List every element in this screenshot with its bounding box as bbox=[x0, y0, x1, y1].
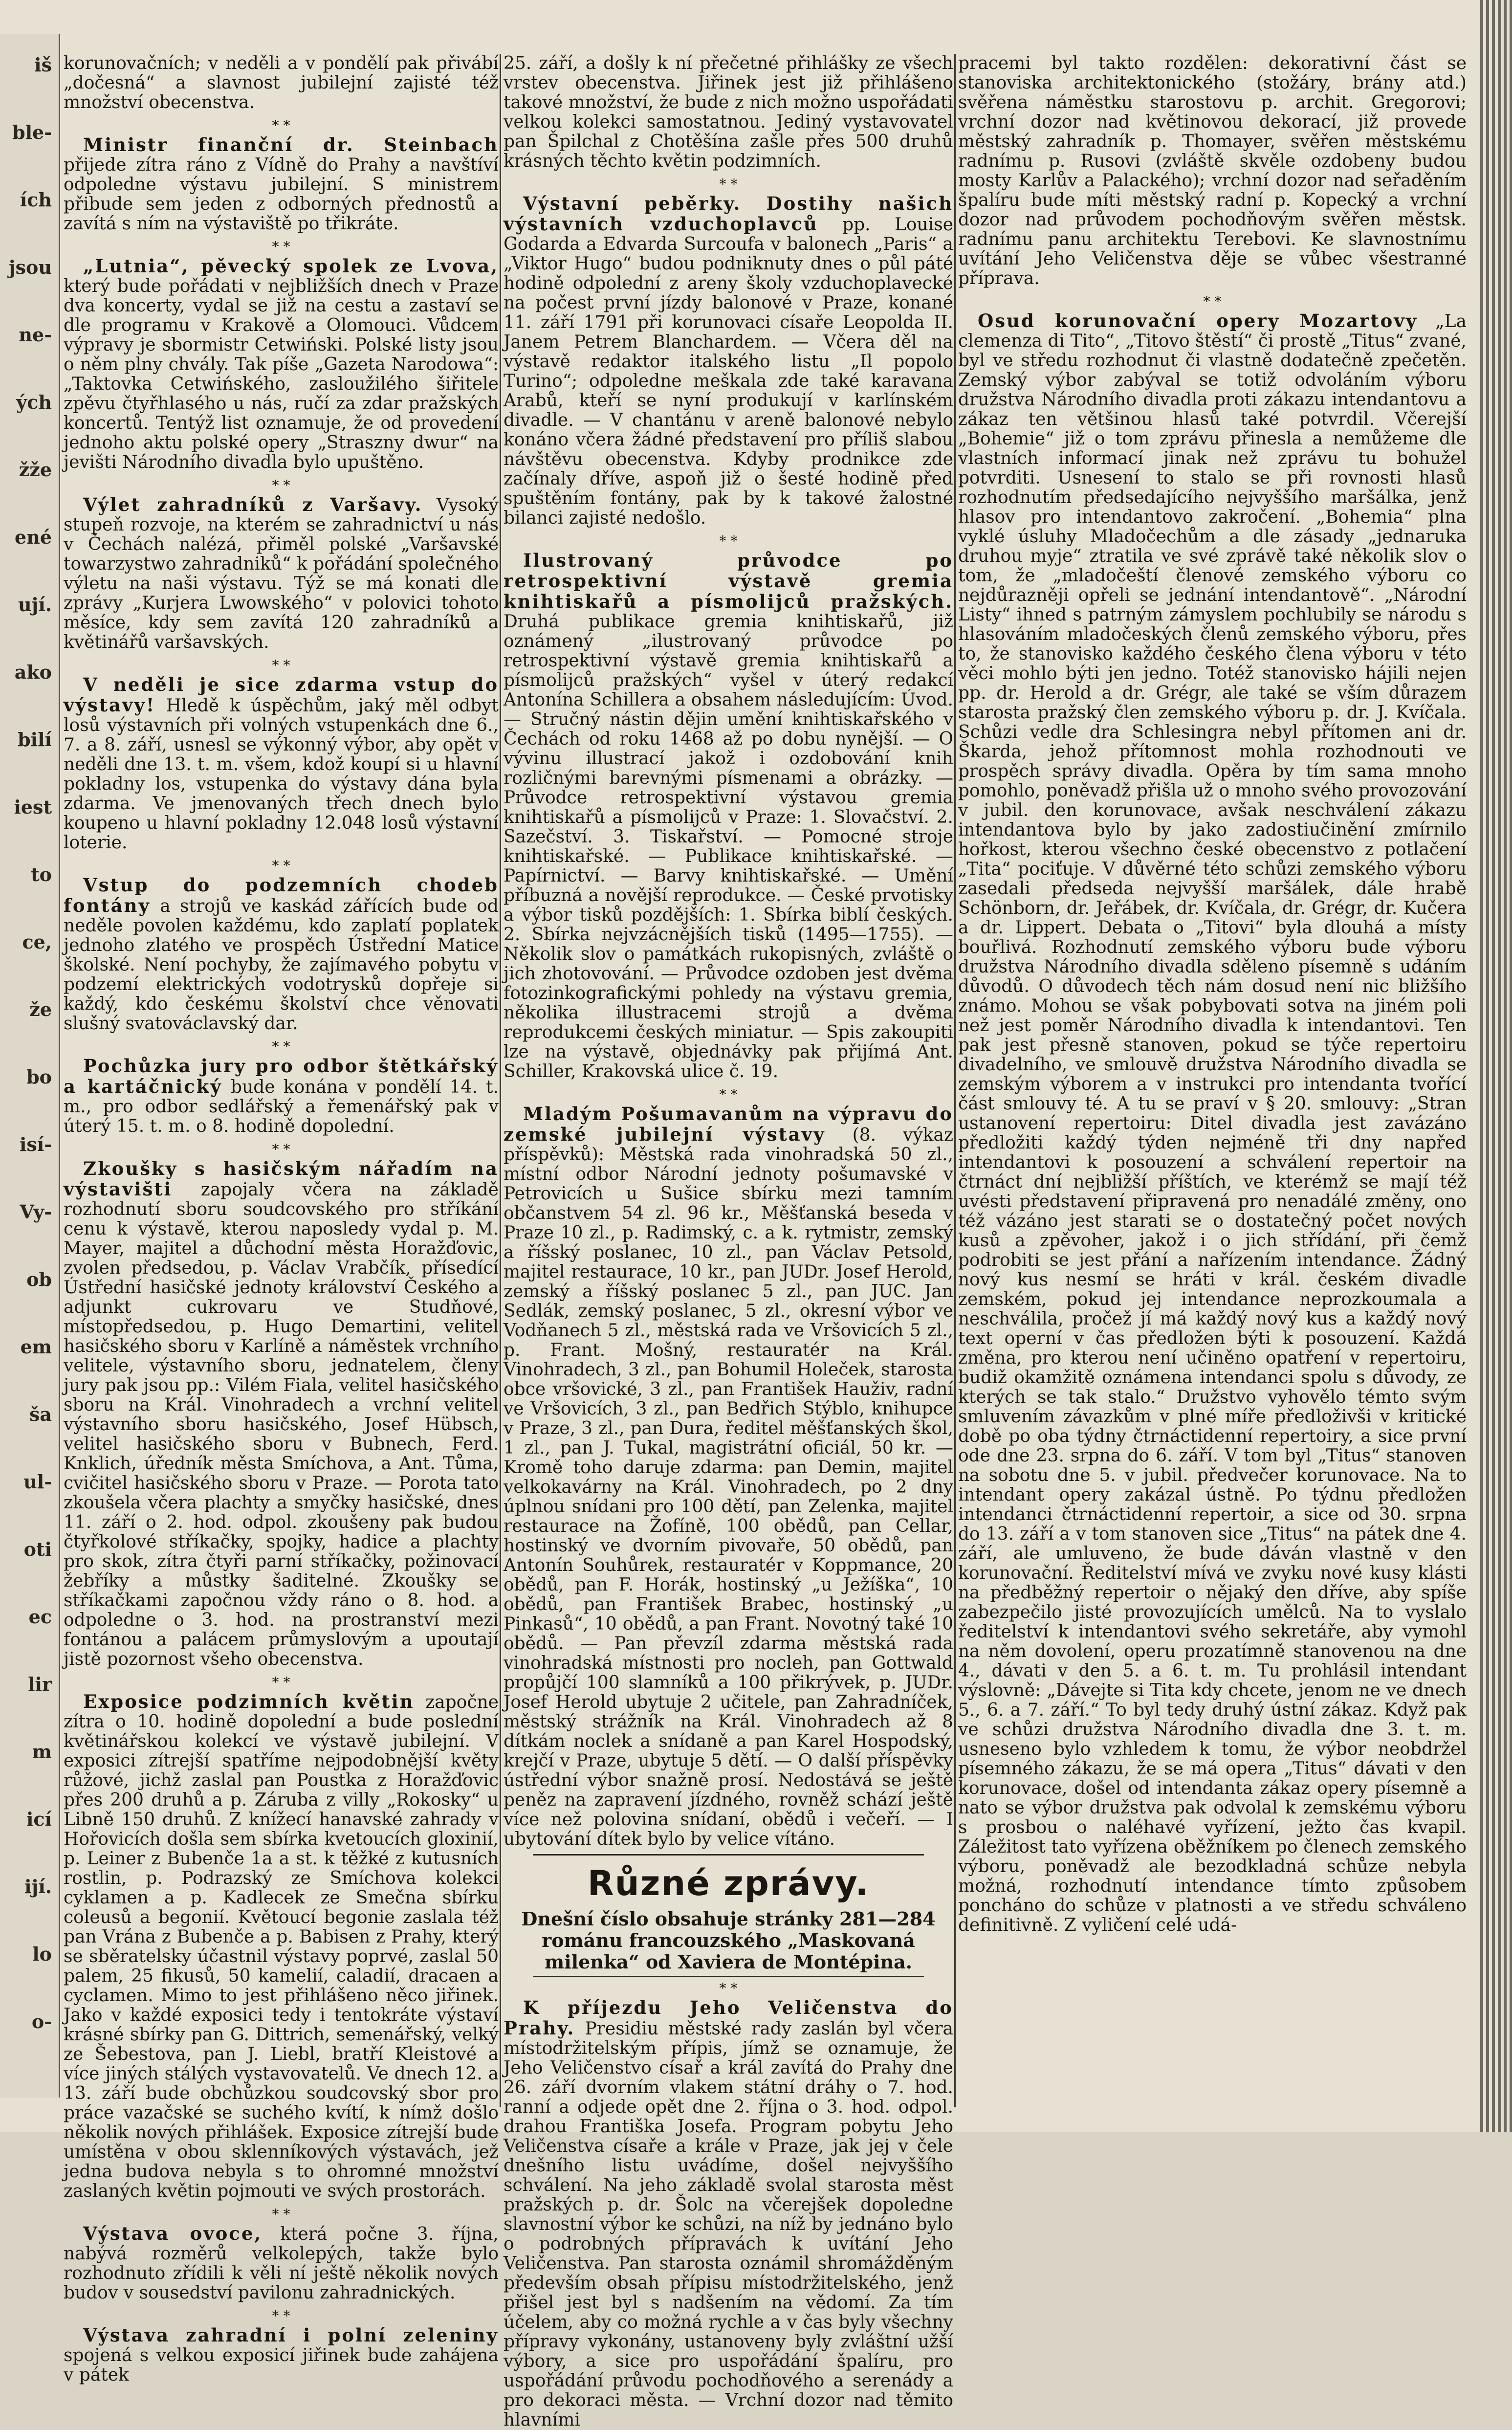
edge-fragment: oti bbox=[23, 1538, 52, 1560]
section-title: Různé zprávy. bbox=[587, 1863, 870, 1903]
edge-fragment: iest bbox=[14, 796, 52, 818]
article-separator: * * bbox=[272, 239, 290, 255]
edge-fragment: iš bbox=[34, 54, 52, 76]
article-body: započne zítra o 10. hodině dopolední a bude poslední květinářskou kolekcí ve výstavě jubilejní. V exposici zítrejší spatříme nejpodobnější květy růžové, jichž zaslal pan Poustka z Horažďovic přes 200 druhů a p. Záruba z villy „Rokosky“ u Libně 150 druhů. Z knížecí hanavské zahrady v Hořovicích došla sem sbírka kvetoucích gloxinií, p. Leiner z Bubenče 1a a st. k těžké z kutusních rostlin, p. Podrazský ze Smíchova kolekci cyklamen a p. Kadlecek ze Smečna sbírku coleusů a begonií. Květoucí begonie zaslala též pan Vrána z Bubenče a p. Babisen z Prahy, který se sběratelsky účastnil výstavy poprvé, zaslal 50 palem, 25 fikusů, 50 kamelií, caladií, dracaen a cyclamen. Mimo to jest přihlášeno něco jiřinek. Jako v každé exposici tedy i tentokráte výstaví krásné sbírky pan G. Dittrich, semenářský, velký ze Šebestova, pan J. Liebl, bratří Kleistové a více jiných stálých vystavovatelů. Ve dnech 12. a 13. září bude obchůzkou soudcovský sbor pro práce vazačské se suchého kvítí, k nímž došlo několik nových přihlášek. Exposice zítrejší bude umístěna v obou sklenníkových výstavách, jež jedna budova nebyla s to ohromné množství zaslaných květin pojmouti ve svých prostorách. bbox=[64, 1692, 499, 2201]
article-separator: * * bbox=[272, 477, 290, 493]
edge-fragment: m bbox=[32, 1741, 52, 1763]
news-article bbox=[958, 54, 1467, 288]
article-separator: * * bbox=[1203, 293, 1222, 309]
article-heading: Pochůzka jury pro odbor štětkářský a kartáčnický bbox=[64, 1055, 499, 1097]
news-article bbox=[504, 551, 953, 1082]
news-article bbox=[64, 1056, 499, 1136]
edge-fragment: o- bbox=[31, 2010, 52, 2032]
news-article bbox=[64, 2325, 499, 2385]
column-1 bbox=[64, 53, 499, 2385]
article-body: Druhá publikace gremia knihtiskařů, již oznámený „ilustrovaný průvodce po retrospektivní výstavě gremia knihtiskařů a písmolijců pražských“ vyšel v úterý redakcí Antonína Schillera a obsahem následujícím: Úvod. — Stručný nástin dějin umění knihtiskařského v Čechách od roku 1468 až po dobu nynější. — O vývinu illustrací jakož i ozdobování knih rozličnými barevnými písmenami a obrázky. — Průvodce retrospektivní výstavou gremia knihtiskařů a písmolijců v Praze: 1. Slovačství. 2. Sazečství. 3. Tiskařství. — Pomocné stroje knihtiskařské. — Publikace knihtiskařské. — Papírnictví. — Barvy knihtiskařské. — Umění příbuzná a novější reprodukce. — České prvotisky a výbor tisků pozdějších: 1. Sbírka biblí českých. 2. Sbírka nejvzácnějších tisků (1495—1755). — Několik slov o památkách rukopisných, zvláště o jich zhotovování. — Průvodce ozdoben jest dvěma fotozinkografickými pohledy na výstavu gremia, několika illustracemi strojů a dvěma reprodukcemi českých miniatur. — Spis zakoupiti lze na výstavě, objednávky pak přijímá Ant. Schiller, Krakovská ulice č. 19. bbox=[504, 612, 953, 1082]
article-heading: „Lutnia“, pěvecký spolek ze Lvova, bbox=[83, 255, 499, 277]
edge-fragment: to bbox=[31, 863, 52, 885]
edge-fragment: ích bbox=[20, 189, 52, 211]
article-heading: Výstava ovoce, bbox=[83, 2223, 263, 2244]
article-heading: Mladým Pošumavanům na výpravu do zemské jubilejní výstavy bbox=[504, 1103, 953, 1145]
column-3 bbox=[958, 54, 1467, 2107]
article-separator: * * bbox=[272, 2308, 290, 2324]
serial-notice: Dnešní číslo obsahuje stránky 281—284 románu francouzského „Maskovaná milenka“ od Xaviera de Montépina. bbox=[521, 1908, 936, 1973]
edge-fragment: ako bbox=[14, 661, 52, 683]
binding-edge bbox=[1480, 0, 1512, 2132]
edge-fragment: icí bbox=[26, 1808, 52, 1830]
edge-fragment: em bbox=[20, 1336, 52, 1358]
article-heading: Ministr finanční dr. Steinbach bbox=[83, 134, 499, 155]
article-heading: Výlet zahradníků z Varšavy. bbox=[83, 494, 423, 515]
news-article bbox=[64, 1159, 499, 1669]
edge-fragment: jsou bbox=[8, 256, 52, 278]
article-body: pp. Louise Godarda a Edvarda Surcoufa v balonech „Paris“ a „Viktor Hugo“ budou podniknuty dnes o půl páté hodině odpolední z areny školy vzduchoplavecké na počest první jízdy balonové v Praze, konané 11. září 1791 při korunovaci císaře Leopolda II. Janem Petrem Blanchardem. — Včera děl na výstavě redaktor italského listu „Il popolo Turino“; odpoledne meškala zde také karavana Arabů, kteří se nyní produkují v karlínském divadle. — V chantánu v areně balonové nebylo konáno včera žádné představení pro příliš slabou návštěvu obecenstva. Kdyby prodnikce zde začínaly dříve, aspoň již o šesté hodině před spuštěním fontány, pak by k takové žalostné bilanci zajisté nedošlo. bbox=[504, 215, 953, 528]
column-rule bbox=[500, 54, 501, 2107]
edge-fragment: ul- bbox=[23, 1471, 52, 1493]
news-article bbox=[64, 54, 499, 112]
news-article bbox=[504, 1998, 953, 2430]
news-article bbox=[64, 875, 499, 1034]
news-article bbox=[64, 2224, 499, 2303]
edge-fragment: ené bbox=[15, 526, 52, 548]
article-heading: Osud korunovační opery Mozartovy bbox=[978, 310, 1418, 331]
edge-fragment: ých bbox=[16, 391, 52, 413]
article-body: a strojů ve kaskád zářících bude od neděle povolen každému, kdo zaplatí poplatek jednoho zlatého ve prospěch Ústřední Matice školské. Není pochyby, že zajímavého pobytu v podzemí elektrických vodotrysků dopřeje si každý, kdo českému školství chce věnovati slušný svatováclavský dar. bbox=[64, 896, 499, 1034]
article-body: (8. výkaz příspěvků): Městská rada vinohradská 50 zl., místní odbor Národní jednoty pošumavské v Petrovicích u Sušice sbírku mezi tamním občanstvem 54 zl. 96 kr., Měšťanská beseda v Praze 10 zl., p. Radimský, c. a k. rytmistr, zemský a říšský poslanec, 10 zl., pan Václav Petsold, majitel restaurace, 10 kr., pan JUDr. Josef Herold, zemský a říšský poslanec 5 zl., pan JUC. Jan Sedlák, zemský poslanec, 5 zl., okresní výbor ve Vodňanech 5 zl., městská rada ve Vršovicích 5 zl., p. Frant. Mošný, restauratér na Král. Vinohradech, 3 zl., pan Bohumil Holeček, starosta obce vršovické, 3 zl., pan František Hauživ, radní ve Vršovicích, 3 zl., pan Bedřich Stýblo, knihupce v Praze, 3 zl., pan Dura, ředitel měšťanských škol, 1 zl., pan J. Tukal, magistrátní oficiál, 50 kr. — Kromě toho daruje zdarma: pan Demin, majitel velkokavárny na Král. Vinohradech, po 2 dny úplnou snídani pro 100 dětí, pan Zelenka, majitel restaurace na Žofíně, 100 obědů, pan Cellar, hostinský ve dvorním pivovaře, 50 obědů, pan Antonín Souhůrek, restauratér v Koppmance, 20 obědů, pan F. Horák, hostinský „u Ježíška“, 10 obědů, pan František Brabec, hostinský „u Pinkasů“, 10 obědů, a pan Frant. Novotný také 10 obědů. — Pan převzíl zdarma městská rada vinohradská místnosti pro nocleh, pan Gottwald propůjčí 100 slamníků a 100 přikrývek, p. JUDr. Josef Herold ubytuje 2 učitele, pan Zahradníček, městský strážník na Král. Vinohradech až 8 dítkám noclek a snídaně a pan Karel Hospodský, krejčí v Praze, ubytuje 5 dětí. — O další příspěvky ústřední výbor snažně prosí. Nedostává se ještě peněz na zapravení jízdného, rovněž schází ještě více než polovina snídaní, obědů i večeří. — I ubytování dítek bylo by velice vítáno. bbox=[504, 1125, 953, 1849]
edge-fragment: že bbox=[29, 998, 52, 1020]
article-body: spojená s velkou exposicí jiřinek bude zahájena v pátek bbox=[64, 2345, 499, 2385]
article-body: Vysoký stupeň rozvoje, na kterém se zahradnictví u nás v Čechách nalézá, přiměl polské „Varšavské towarzystwo zahradniků“ k pořádání společného výletu na naši výstavu. Týž se má konati dle zprávy „Kurjera Lwowského“ v polovici tohoto měsíce, kdy sem zavítá 120 zahradníků a květinářů varšavských. bbox=[64, 495, 499, 652]
article-heading: Exposice podzimních květin bbox=[83, 1691, 415, 1712]
article-separator: * * bbox=[719, 533, 738, 549]
article-separator: * * bbox=[272, 858, 290, 874]
article-heading: Výstavní peběrky. Dostihy našich výstavních vzduchoplavců bbox=[504, 193, 953, 235]
news-article bbox=[504, 194, 953, 528]
article-body: korunovačních; v neděli a v pondělí pak přivábí „dočesná“ a slavnost jubilejní zajisté též množství obecenstva. bbox=[64, 53, 499, 112]
edge-fragment: ob bbox=[26, 1268, 52, 1290]
article-body: který bude pořádati v nejbližších dnech v Praze dva koncerty, vydal se již na cestu a zastaví se dle programu v Krakově a Olomouci. Vůdcem výpravy je sbormistr Cetwiński. Polské listy jsou o něm plny chvály. Tak píše „Gazeta Narodowa“: „Taktovka Cetwińského, zasloužilého šiřitele zpěvu čtyřhlasého u nás, ručí za zdar pražských koncertů. Tentýž list oznamuje, že od provedení jednoho aktu polské opery „Straszny dwur“ na jevišti Národního divadla bylo upuštěno. bbox=[64, 276, 499, 472]
edge-fragment: žže bbox=[19, 459, 52, 481]
article-body: přijede zítra ráno z Vídně do Prahy a navštíví odpoledne výstavu jubilejní. S ministrem přibude sem jeden z odborných přednostů a zavítá s ním na výstaviště po třikráte. bbox=[64, 155, 499, 234]
edge-fragment: ce, bbox=[22, 931, 52, 953]
edge-fragment: Vy- bbox=[20, 1201, 52, 1223]
article-body: Hledě k úspěchům, jaký měl odbyt losů výstavních při volných vstupenkách dne 6., 7. a 8. září, usnesl se výkonný výbor, aby opět v neděli dne 13. t. m. všem, kdož koupí si u hlavní pokladny los, vstupenka do výstavy dána byla zdarma. Ve jmenovaných třech dnech bylo koupeno u hlavní pokladny 12.048 losů výstavní loterie. bbox=[64, 696, 499, 853]
edge-fragment: lir bbox=[28, 1673, 52, 1695]
article-body: Presidiu městské rady zaslán byl včera místodržitelským přípis, jímž se oznamuje, že Jeho Veličenstvo císař a král zavítá do Prahy dne 26. září dvorním vlakem státní dráhy o 7. hod. ranní a odjede opět dne 2. října o 3. hod. odpol. drahou Františka Josefa. Program pobytu Jeho Veličenstva císaře a krále v Praze, jak jej v čele dnešního listu uvádíme, došel nejvyššího schválení. Na jeho základě svolal starosta měst pražských p. dr. Šolc na včerejšek dopoledne slavnostní výbor ke schůzi, na níž by jednáno bylo o podrobných přípravách k uvítání Jeho Veličenstva. Pan starosta oznámil shromážděným především obsah přípisu místodržitelského, jenž přišel jest byl s nadšením na vědomí. Za tím účelem, aby co možná rychle a v čas byly všechny přípravy vykonány, ustanoveny byly zvláštní užší výbory, a sice pro uspořádání špalíru, pro uspořádání průvodu pochodňového a serenády a pro dekoraci města. — Vrchní dozor nad těmito hlavními bbox=[504, 2019, 953, 2430]
article-heading: Vstup do podzemních chodeb fontány bbox=[64, 874, 499, 916]
article-body: „La clemenza di Tito“, „Titovo štěstí“ či prostě „Titus“ zvané, byl ve středu rozhodnut či vlastně dodatečně zpečetěn. Zemský výbor zabýval se totiž odvoláním výboru družstva Národního divadla proti zákazu intendantovu a zákaz ten většinou hlasů také potvrdil. Včerejší „Bohemie“ již o tom zprávu přinesla a nemůžeme dle vlastních informací jinak než zprávu tu bohužel potvrditi. Usnesení to stalo se při rovnosti hlasů rozhodnutím předsedajícího nejvyššího maršálka, jenž hlasov pro intendantovo zakročení. „Bohemia“ plna vyklé úsluhy Mladočechům a dle zásady „jednaruka druhou myje“ ztratila ve své zprávě také několik slov o tom, že „mladočeští členové zemského výboru co nejdůrazněji opřeli se jednání intendantově“. „Národní Listy“ ihned s patrným zámyslem pochlubily se národu s hlasováním mladočeských členů zemského výboru, přes to, že stanovisko každého českého člena výboru v této věci mohlo býti jen jedno. Totéž stanovisko hájili nejen pp. dr. Herold a dr. Grégr, ale také se vším důrazem starosta pražský člen zemského výboru p. dr. J. Kvíčala. Schůzi vedle dra Schlesingra nebyl přítomen ani dr. Škarda, jehož přítomnost mohla rozhodnouti ve prospěch správy divadla. Opěra by tím sama mnoho pomohlo, poněvadž přišla už o mnoho svého provozování v jubil. den korunovace, avšak neschválení zákazu intendantova bylo by jako zadostiučinění zmírnilo hořkost, kterou všechno české obecenstvo z potlačení „Tita“ pociťuje. V důvěrné této schůzi zemského výboru zasedali předseda nejvyšší maršálek, dále hrabě Schönborn, dr. Jeřábek, dr. Kvíčala, dr. Grégr, dr. Kučera a dr. Lippert. Debata o „Titovi“ byla dlouhá a místy bouřlivá. Rozhodnutí zemského výboru bude výboru družstva Národního divadla sděleno písemně s udáním důvodů. O důvodech těch nám dosud není nic bližšího známo. Mohou se však pobybovati sotva na jiném poli než jest poměr Národního divadla k intendantovi. Ten pak jest přesně stanoven, pokud se týče repertoiru divadelního, ve smlouvě družstva Národního divadla se zemským výborem a v instrukci pro intendanta tvořící část smlouvy té. A tu se praví v § 20. smlouvy: „Stran ustanovení repertoiru: Ditel divadla jest zavázáno předložiti každý týden nejméně tři dny napřed intendantovi k posouzení a schválení repertoir na čtrnáct dní nejbližší příštích, ve kterémž se mají též uvésti představení připravená pro nenadálé změny, ono též vázáno jest starati se o dostatečný počet nových kusů a zpěvoher, jakož i o jich střídání, při čemž podrobiti se jest přání a nařízením intendance. Žádný nový kus nesmí se hráti v král. českém divadle zemském, pokud jej intendance neprozkoumala a neschválila, pročež jí má každý nový kus a každý nový text operní v čas předložen býti k posouzení. Každá změna, pro kterou není učiněno opatření v repertoiru, budiž okamžitě oznámena intendanci spolu s důvody, ze kterých se tak stalo.“ Družstvo vyhovělo témto svým smluvením závazkům v plné míře předloživši v kritické době po oba týdny čtrnáctidenní repertoiry, a sice první ode dne 23. srpna do 6. září. V tom byl „Titus“ stanoven na sobotu dne 5. v jubil. předvečer korunovace. Na to intendant opery zakázal ústně. Po týdnu předložen intendanci čtrnáctidenní repertoir, a sice od 30. srpna do 13. září a v tom stanoven sice „Titus“ na pátek dne 4. září, ale umluveno, že bude dáván vlastně v den korunovační. Ředitelství mívá ve zvyku nové kusy klásti na předběžný repertoir o nějaký den dříve, aby spíše zabezpečilo jisté provozujících umělců. Na to vyslalo ředitelství k intendantovi svého sekretáře, aby vymohl na něm dovolení, operu prozatímně stanovenou na dne 4., dávati v den 5. a 6. t. m. Tu prohlásil intendant výslovně: „Dávejte si Tita kdy chcete, jenom ne ve dnech 5., 6. a 7. září.“ To byl tedy druhý ústní zákaz. Když pak ve schůzi družstva Národního divadla dne 3. t. m. usneseno bylo vzhledem k tomu, že výbor neobdržel písemného zákazu, že se má opera „Titus“ dávati v den korunovace, došel od intendanta zákaz opery písemně a nato se výbor družstva pak odvolal k zemskému výboru s prosbou o naléhavé vyřízení, ježto čas kvapil. Záležitost tato vyřízena oběžníkem po členech zemského výboru, poněvadž ale bezodkladná schůze nebyla možná, rozhodnutí intendance tímto způsobem poncháno do schůze v platnosti a ve středu schváleno definitivně. Z vyličení celé udá- bbox=[958, 311, 1467, 1935]
edge-fragment: bilí bbox=[18, 729, 52, 751]
column-rule bbox=[954, 54, 956, 2107]
edge-fragment: ble- bbox=[12, 121, 52, 143]
news-article bbox=[64, 135, 499, 234]
edge-fragment: ijí. bbox=[24, 1876, 52, 1898]
article-body: která počne 3. října, nabývá rozměrů velkolepých, takže bylo rozhodnuto zřídili k věli ní ještě několik nových budov v sousedství pavilonu zahradnických. bbox=[64, 2224, 499, 2303]
edge-fragment: ne- bbox=[19, 324, 52, 346]
news-article bbox=[64, 495, 499, 652]
article-separator: * * bbox=[272, 2206, 290, 2222]
news-article bbox=[958, 311, 1467, 1935]
section-rule bbox=[533, 1854, 924, 1856]
section-rule bbox=[533, 1976, 924, 1977]
article-separator: * * bbox=[272, 1141, 290, 1157]
article-separator: * * bbox=[719, 1980, 738, 1996]
article-separator: * * bbox=[272, 1674, 290, 1690]
article-body: pracemi byl takto rozdělen: dekorativní část se stanoviska architektonického (stožáry, brány atd.) svěřena náměstku starostovu p. archit. Gregorovi; vrchní dozor nad květinovou dekorací, již provede městský zahradník p. Thomayer, svěřen městskému radnímu p. Rusovi (zvláště skvěle ozdobeny budou mosty Karlův a Palackého); vrchní dozor nad seřaděním špalíru bude míti městský radní p. Kopecký a vrchní dozor nad průvodem pochodňovým svěřen městsk. radnímu panu architektu Terebovi. Ke slavnostnímu uvítání Jeho Veličenstva děje se vůbec všestranné příprava. bbox=[958, 53, 1467, 288]
previous-page-edge bbox=[0, 34, 60, 2098]
article-separator: * * bbox=[719, 176, 738, 192]
news-article bbox=[64, 256, 499, 472]
article-heading: K příjezdu Jeho Veličenstva do Prahy. bbox=[504, 1997, 953, 2039]
news-article bbox=[504, 1104, 953, 1849]
article-separator: * * bbox=[272, 1038, 290, 1055]
edge-fragment: bo bbox=[26, 1066, 52, 1088]
news-article bbox=[504, 54, 953, 171]
article-heading: Zkoušky s hasičským nářadím na výstavišti bbox=[64, 1158, 499, 1200]
edge-fragment: ša bbox=[29, 1403, 52, 1425]
column-2 bbox=[504, 53, 953, 2430]
article-separator: * * bbox=[272, 117, 290, 133]
article-heading: Ilustrovaný průvodce po retrospektivní výstavě gremia knihtiskařů a písmolijců pražských. bbox=[504, 550, 953, 612]
edge-fragment: lo bbox=[32, 1943, 52, 1965]
news-article bbox=[64, 675, 499, 853]
article-heading: Výstava zahradní i polní zeleniny bbox=[83, 2324, 499, 2346]
article-body: zapojaly včera na základě rozhodnutí sboru soudcovského pro stříkání cenu k výstavě, kterou naposledy vydal p. M. Mayer, majitel a důchodní města Horažďovic, zvolen předsedou, p. Václav Vrabčík, přísedící Ústřední hasičské jednoty království Českého a adjunkt cukrovaru ve Studňové, místopředsedou, p. Hugo Demartini, velitel hasičského sboru v Karlíně a náměstek vrchního velitele, výstavního sboru, jednatelem, členy jury pak jsou pp.: Vilém Fiala, velitel hasičského sboru na Král. Vinohradech a vrchní velitel výstavního sboru hasičského, Josef Hübsch, velitel hasičského sboru v Bubnech, Ferd. Knklich, úředník města Smíchova, a Ant. Tůma, cvičitel hasičského sboru v Praze. — Porota tato zkoušela včera plachty a smyčky hasičské, dnes 11. září o 2. hod. odpol. zkoušeny pak budou čtyřkolové stříkačky, spojky, hadice a plachty pro skok, zítra čtyři parní stříkačky, požinovací žebříky a můstky šaditelné. Zkoušky se stříkačkami započnou vždy ráno o 8. hod. a odpoledne o 3. hod. na prostranství mezi fontánou a palácem průmyslovým a upoutají jistě pozornost všeho obecenstva. bbox=[64, 1180, 499, 1669]
edge-fragment: isí- bbox=[19, 1133, 52, 1155]
article-separator: * * bbox=[272, 657, 290, 673]
news-article bbox=[64, 1692, 499, 2201]
article-body: 25. září, a došly k ní přečetné přihlášky ze všech vrstev obecenstva. Jiřinek jest již přihlášeno takové množství, že bude z nich možno uspořádati velkou kolekci samostatnou. Jediný vystavovatel pan Špilchal z Chotěšína zašle přes 500 druhů krásných těchto květin podzimních. bbox=[504, 53, 953, 171]
article-heading: V neděli je sice zdarma vstup do výstavy! bbox=[64, 674, 499, 716]
article-separator: * * bbox=[719, 1086, 738, 1103]
article-body: bude konána v pondělí 14. t. m., pro odbor sedlářský a řemenářský pak v úterý 15. t. m. o 8. hodině dopolední. bbox=[64, 1077, 499, 1136]
edge-fragment: ec bbox=[28, 1606, 52, 1628]
edge-fragment: ují. bbox=[18, 594, 52, 616]
